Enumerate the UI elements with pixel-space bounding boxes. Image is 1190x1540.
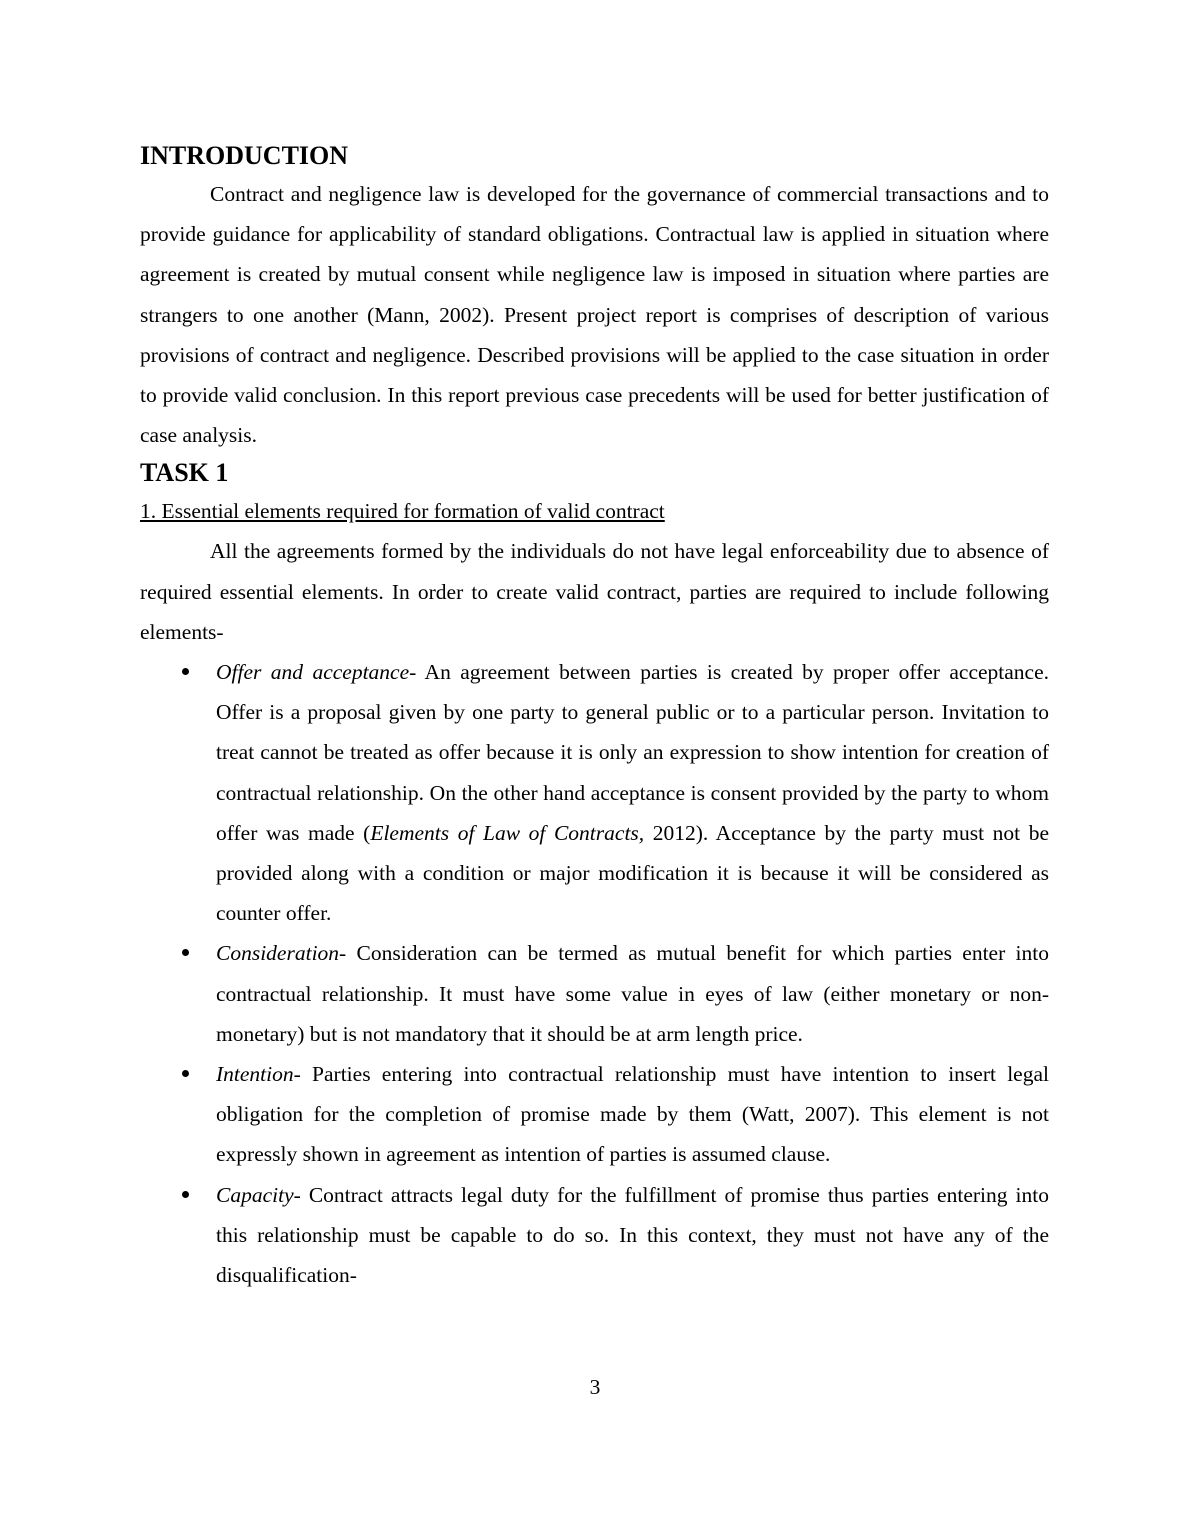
bullet-icon bbox=[182, 668, 189, 675]
list-item-intention bbox=[140, 1054, 1049, 1175]
elements-list bbox=[140, 652, 1049, 1295]
element-text-continued: 2012). Acceptance by the party must not be provided along with a condition or major modification it is because it will be considered as counter offer. bbox=[216, 820, 1049, 926]
introduction-paragraph: Contract and negligence law is developed for the governance of commercial transactions and to provide guidance for applicability of standard obligations. Contractual law is applied in situation where agreement is created by mutual consent while negligence law is imposed in situation where parties are strangers to one another (Mann, 2002). Present project report is comprises of description of various provisions of contract and negligence. Described provisions will be applied to the case situation in order to provide valid conclusion. In this report previous case precedents will be used for better justification of case analysis. bbox=[140, 182, 1049, 448]
bullet-icon bbox=[182, 1191, 189, 1198]
task1-paragraph: All the agreements formed by the individuals do not have legal enforceability due to absence of required essential elements. In order to create valid contract, parties are required to include following elements- bbox=[140, 539, 1049, 644]
list-item-offer-acceptance bbox=[140, 652, 1049, 933]
element-term: Intention- bbox=[216, 1062, 301, 1087]
element-text: Consideration can be termed as mutual benefit for which parties enter into contractual relationship. It must have some value in eyes of law (either monetary or non-monetary) but is not mandatory that it should be at arm length price. bbox=[216, 941, 1049, 1046]
page-content bbox=[140, 138, 1049, 1295]
task1-heading: TASK 1 bbox=[140, 458, 229, 488]
task1-subheading: 1. Essential elements required for formation of valid contract bbox=[140, 499, 665, 524]
page-number: 3 bbox=[589, 1375, 601, 1399]
citation-title: Elements of Law of Contracts, bbox=[370, 820, 645, 845]
bullet-icon bbox=[182, 949, 189, 956]
element-term: Consideration- bbox=[216, 941, 347, 966]
element-text: An agreement between parties is created by proper offer acceptance. Offer is a proposal given by one party to general public or to a particular person. Invitation to treat cannot be treated as offer because it is only an expression to show intention for creation of contractual relationship. On the other hand acceptance is consent provided by the party to whom offer was made ( bbox=[216, 660, 1050, 845]
element-term: Capacity- bbox=[216, 1182, 301, 1207]
element-text: Parties entering into contractual relationship must have intention to insert legal obligation for the completion of promise made by them (Watt, 2007). This element is not expressly shown in agreement as intention of parties is assumed clause. bbox=[216, 1062, 1049, 1167]
introduction-heading: INTRODUCTION bbox=[140, 141, 349, 170]
list-item-consideration bbox=[140, 933, 1049, 1054]
element-text: Contract attracts legal duty for the fulfillment of promise thus parties entering into this relationship must be capable to do so. In this context, they must not have any of the disqualification- bbox=[216, 1182, 1049, 1288]
bullet-icon bbox=[182, 1070, 189, 1077]
list-item-capacity bbox=[140, 1175, 1049, 1296]
element-term: Offer and acceptance- bbox=[216, 660, 417, 685]
